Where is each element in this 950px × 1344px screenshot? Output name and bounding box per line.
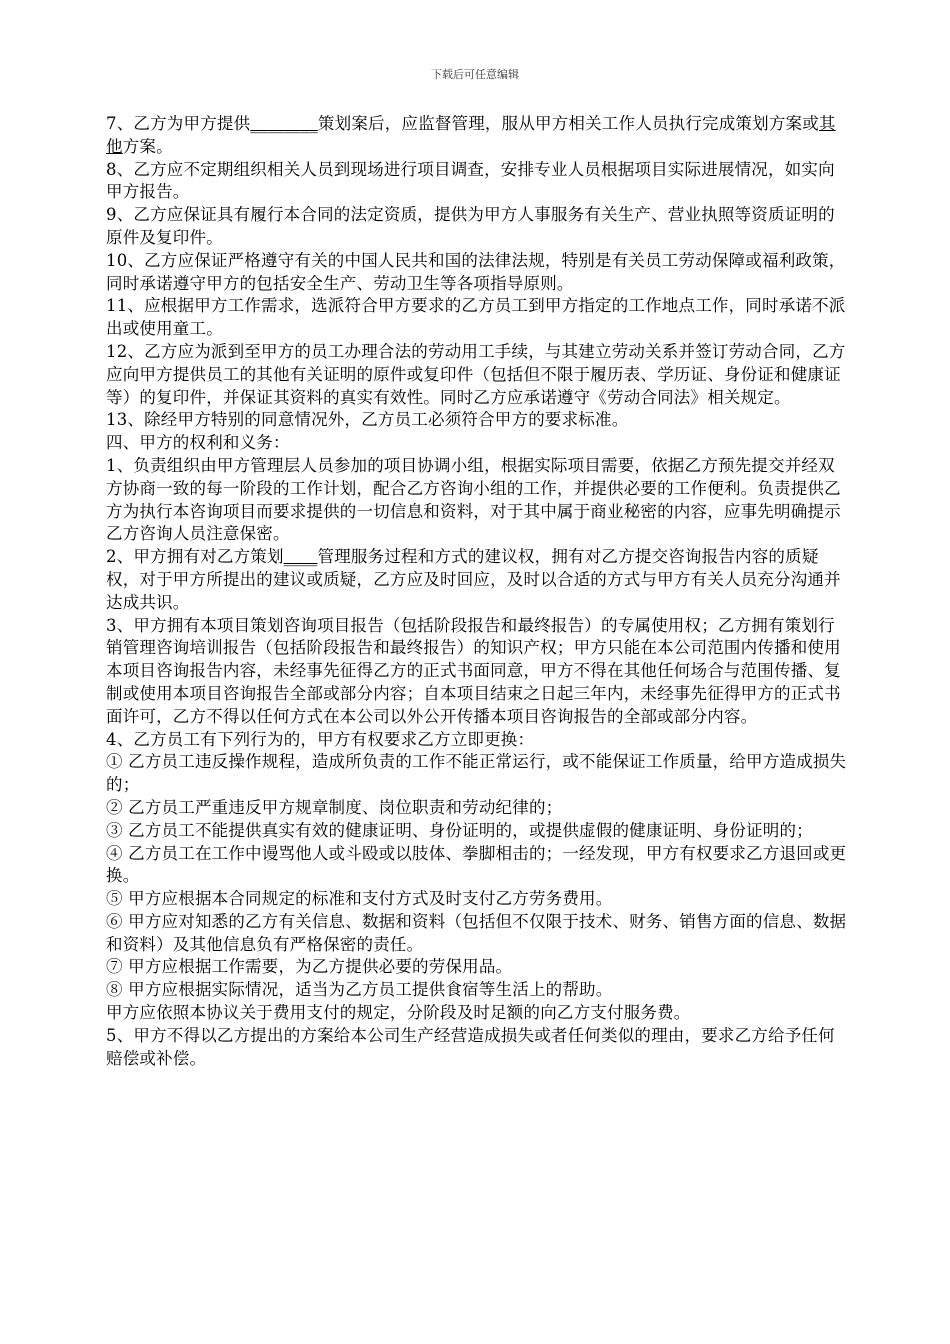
clause-11: 11、应根据甲方工作需求，选派符合甲方要求的乙方员工到甲方指定的工作地点工作，同时承诺不派出或使用童工。 (106, 296, 846, 339)
list-item-6: ⑥ 甲方应对知悉的乙方有关信息、数据和资料（包括但不仅限于技术、财务、销售方面的信息、数据和资料）及其他信息负有严格保密的责任。 (106, 911, 847, 954)
party-a-clause-3: 3、甲方拥有本项目策划咨询项目报告（包括阶段报告和最终报告）的专属使用权；乙方拥有策划行销管理咨询培训报告（包括阶段报告和最终报告）的知识产权；甲方只能在本公司范围内传播和使用本项目咨询报告内容，未经事先征得乙方的正式书面同意，甲方不得在其他任何场合与范围传播、复制或使用本项目咨询报告全部或部分内容；自本项目结束之日起三年内，未经事先征得甲方的正式书面许可，乙方不得以任何方式在本公司以外公开传播本项目咨询报告的全部或部分内容。 (106, 615, 841, 726)
clause-text: 方案。 (122, 136, 173, 156)
list-item-2: ② 乙方员工严重违反甲方规章制度、岗位职责和劳动纪律的； (106, 797, 563, 817)
list-item-4: ④ 乙方员工在工作中谩骂他人或斗殴或以肢体、拳脚相击的；一经发现，甲方有权要求乙方退回或更换。 (106, 843, 847, 886)
list-item-3: ③ 乙方员工不能提供真实有效的健康证明、身份证明的，或提供虚假的健康证明、身份证明的； (106, 820, 813, 840)
clause-text: 7、乙方为甲方提供 (106, 114, 251, 133)
document-body (106, 113, 850, 1070)
section-heading-4: 四、甲方的权利和义务： (106, 433, 290, 453)
party-a-clause-2 (106, 546, 850, 614)
clause-8: 8、乙方应不定期组织相关人员到现场进行项目调查，安排专业人员根据项目实际进展情况，如实向甲方报告。 (106, 159, 835, 202)
clause-text: 策划案后，应监督管理，服从甲方相关工作人员执行完成策划方案或 (317, 114, 819, 133)
blank-field: ____ (283, 547, 318, 567)
clause-9: 9、乙方应保证具有履行本合同的法定资质，提供为甲方人事服务有关生产、营业执照等资质证明的原件及复印件。 (106, 205, 835, 247)
clause-text: 2、甲方拥有对乙方策划 (106, 547, 284, 567)
list-item-1: ① 乙方员工违反操作规程，造成所负责的工作不能正常运行，或不能保证工作质量，给甲方造成损失的； (106, 752, 847, 795)
party-a-clause-1: 1、负责组织由甲方管理层人员参加的项目协调小组，根据实际项目需要，依据乙方预先提交并经双方协商一致的每一阶段的工作计划，配合乙方咨询小组的工作，并提供必要的工作便利。负责提供乙方为执行本咨询项目而要求提供的一切信息和资料，对于其中属于商业秘密的内容，应事先明确提示乙方咨询人员注意保密。 (106, 455, 841, 544)
clause-7 (106, 113, 850, 159)
payment-clause: 甲方应依照本协议关于费用支付的规定，分阶段及时足额的向乙方支付服务费。 (106, 1003, 691, 1023)
blank-field: ________ (250, 114, 318, 133)
party-a-clause-5: 5、甲方不得以乙方提出的方案给本公司生产经营造成损失或者任何类似的理由，要求乙方给予任何赔偿或补偿。 (106, 1025, 835, 1068)
clause-13: 13、除经甲方特别的同意情况外，乙方员工必须符合甲方的要求标准。 (106, 410, 629, 430)
page-header: 下载后可任意编辑 (431, 68, 519, 81)
list-item-8: ⑧ 甲方应根据实际情况，适当为乙方员工提供食宿等生活上的帮助。 (106, 980, 613, 1000)
clause-10: 10、乙方应保证严格遵守有关的中国人民共和国的法律法规，特别是有关员工劳动保障或福利政策，同时承诺遵守甲方的包括安全生产、劳动卫生等各项指导原则。 (106, 250, 846, 293)
clause-12: 12、乙方应为派到至甲方的员工办理合法的劳动用工手续，与其建立劳动关系并签订劳动合同，乙方应向甲方提供员工的其他有关证明的原件或复印件（包括但不限于履历表、学历证、身份证和健康证等）的复印件，并保证其资料的真实有效性。同时乙方应承诺遵守《劳动合同法》相关规定。 (106, 341, 846, 407)
list-item-7: ⑦ 甲方应根据工作需要，为乙方提供必要的劳保用品。 (106, 957, 513, 977)
clause-text: 管理服务过程和方式的建议权，拥有对乙方提交咨询报告内容的质疑权，对于甲方所提出的建议或质疑，乙方应及时回应，及时以合适的方式与甲方有关人员充分沟通并达成共识。 (106, 547, 841, 612)
list-item-5: ⑤ 甲方应根据本合同规定的标准和支付方式及时支付乙方劳务费用。 (106, 889, 613, 909)
party-a-clause-4: 4、乙方员工有下列行为的，甲方有权要求乙方立即更换： (106, 729, 535, 749)
underlined-term: 其他 (106, 114, 836, 156)
